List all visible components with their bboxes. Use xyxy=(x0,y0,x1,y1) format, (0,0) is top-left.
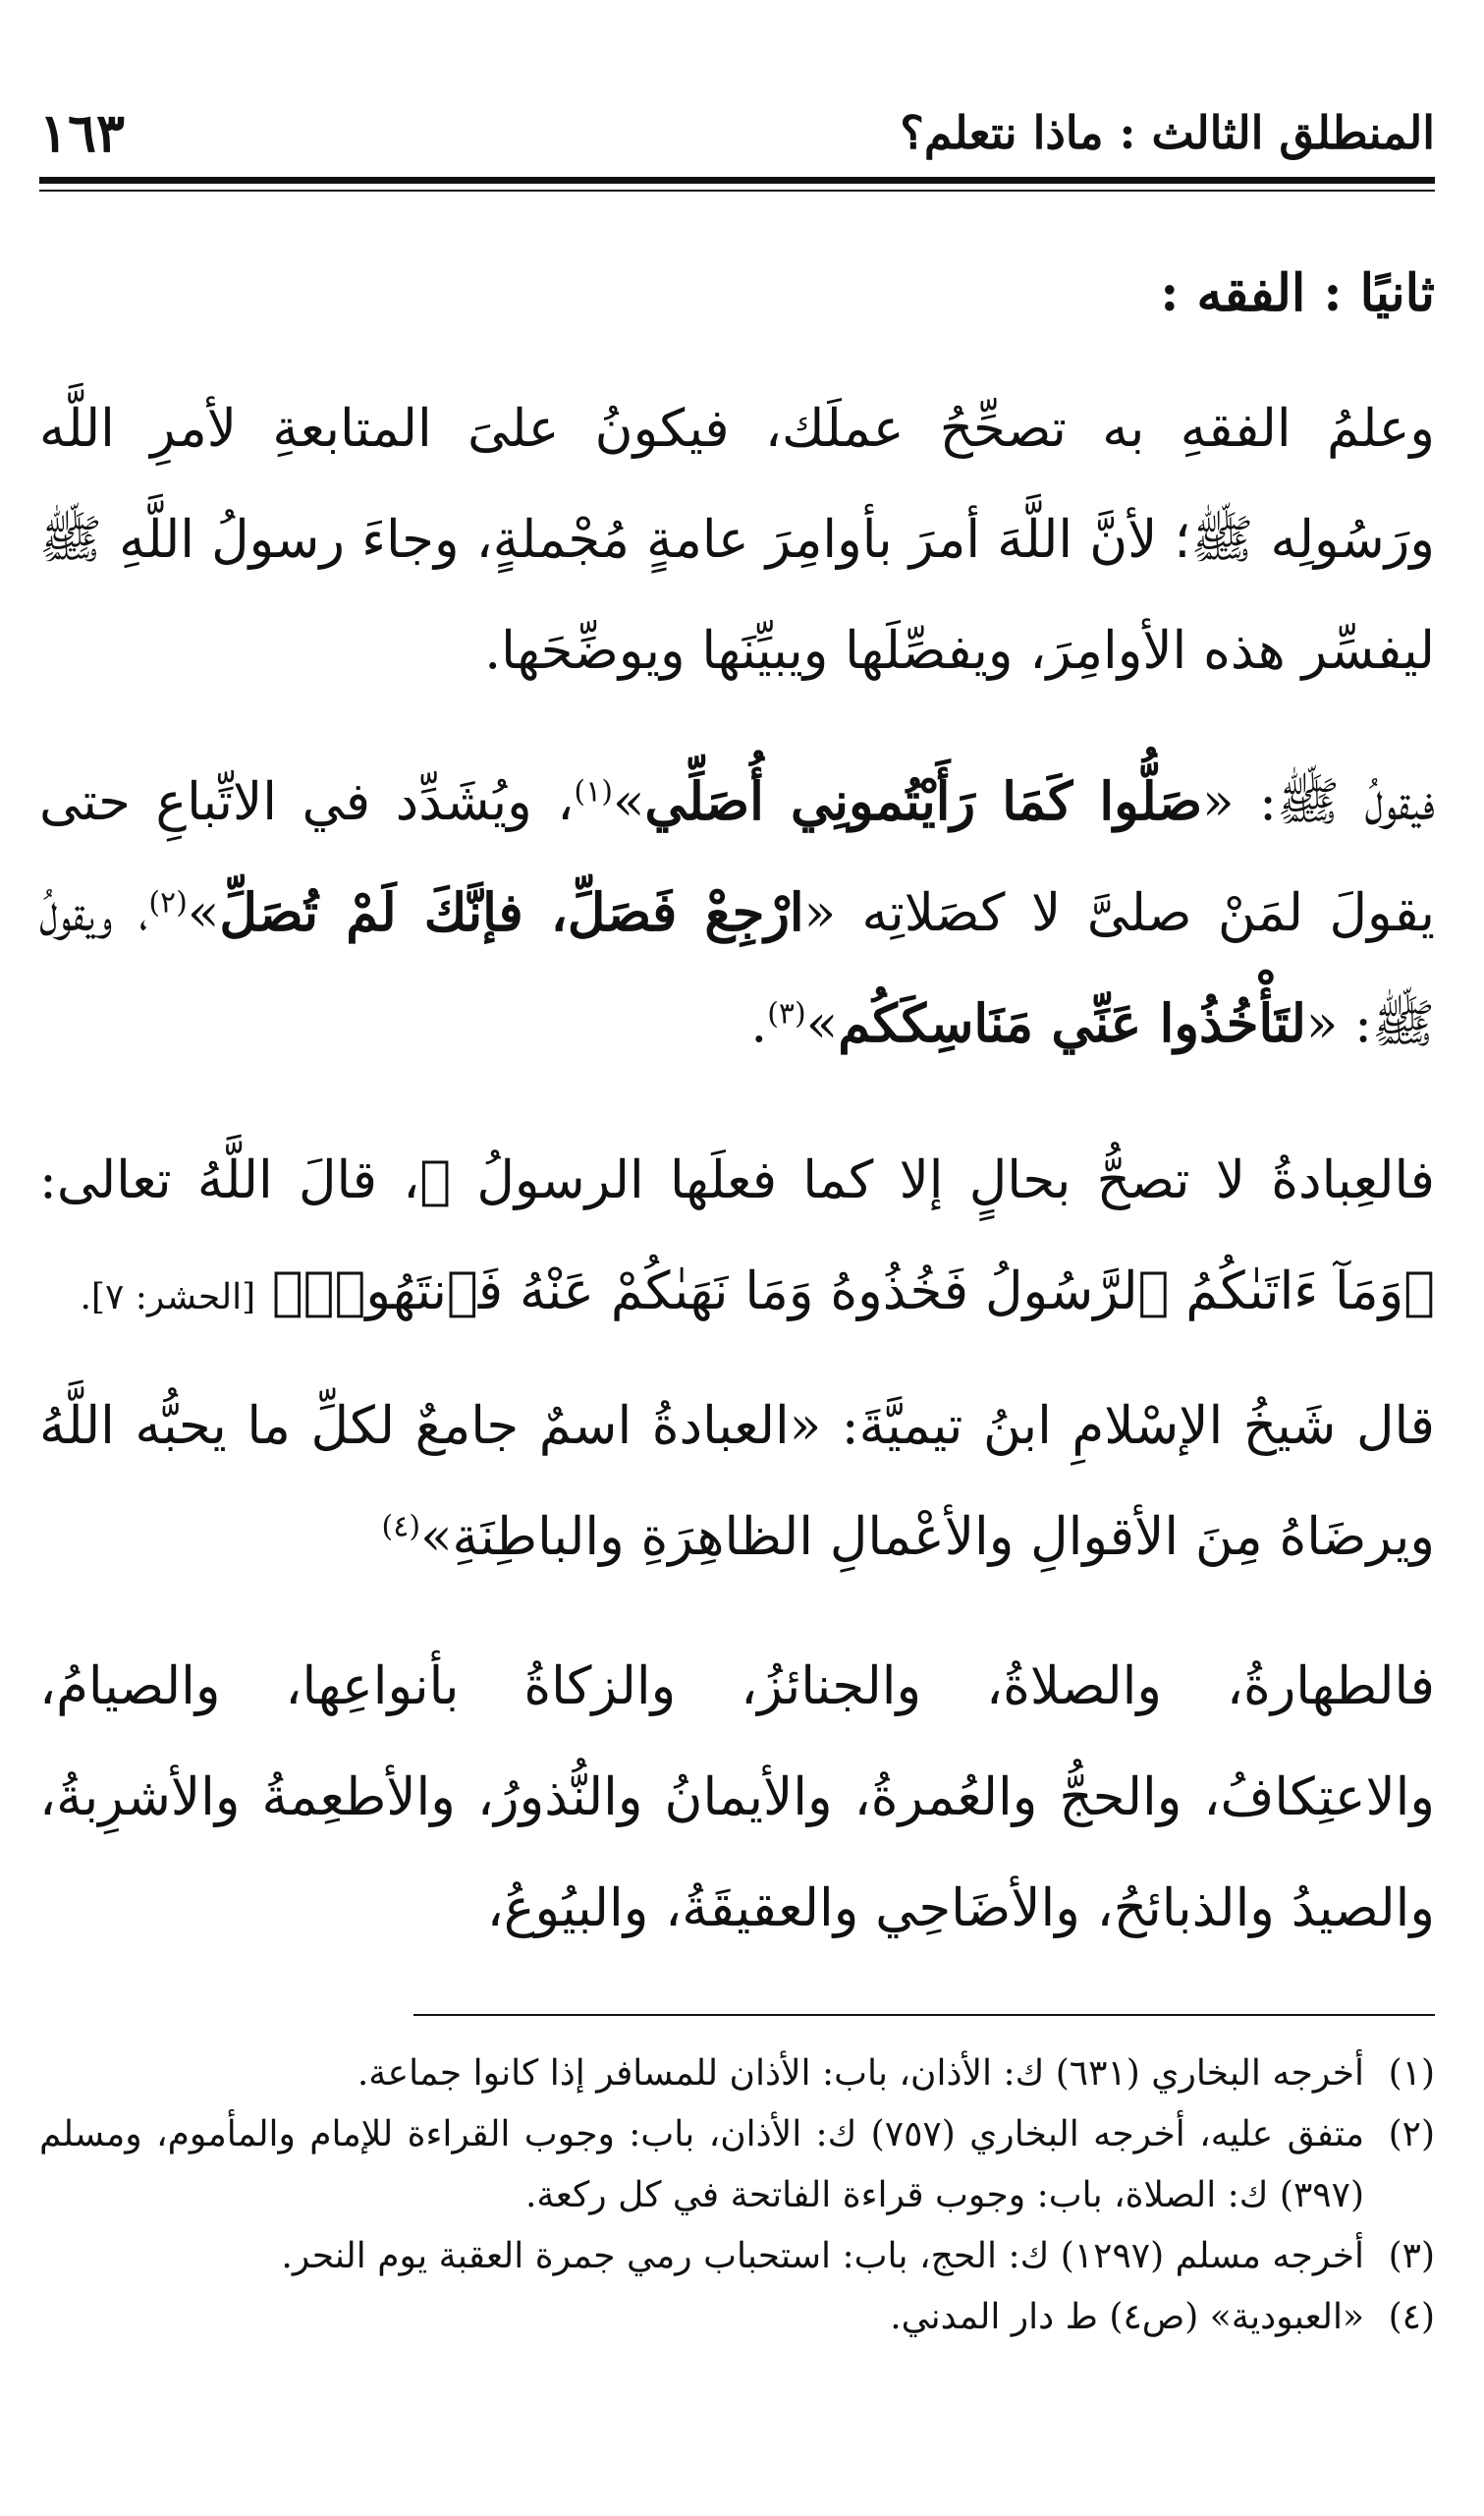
footnote-ref[interactable]: (١) xyxy=(574,774,613,810)
text-run: ، ويقولُ ﷺ: « xyxy=(39,883,1435,1054)
page-number: ١٦٣ xyxy=(39,101,126,164)
quran-verse: ﴿وَمَآ ءَاتَىٰكُمُ ٱلرَّسُولُ فَخُذُوهُ وَمَا نَهَىٰكُمْ عَنْهُ فَٱنتَهُوا۟﴾ xyxy=(271,1261,1435,1321)
header-rule-thin xyxy=(39,190,1435,192)
footnote xyxy=(39,2043,1435,2104)
text-run: فالعِبادةُ لا تصحُّ بحالٍ إلا كما فعلَها الرسولُ ﷺ، قالَ اللَّهُ تعالى: xyxy=(39,1150,1435,1210)
footnote-text: أخرجه البخاري (٦٣١) ك: الأذان، باب: الأذان للمسافر إذا كانوا جماعة. xyxy=(357,2053,1364,2094)
footnote xyxy=(39,2104,1435,2226)
text-run: » xyxy=(805,994,839,1054)
section-heading: ثانيًا : الفقه : xyxy=(1160,263,1435,323)
footnote-ref[interactable]: (٤) xyxy=(381,1509,421,1544)
footnote-rule xyxy=(413,2014,1435,2016)
footnote-ref[interactable]: (٣) xyxy=(767,996,806,1032)
hadith-quote: لتَأْخُذُوا عَنِّي مَنَاسِكَكُم xyxy=(838,993,1306,1054)
footnote-number: (١) xyxy=(1388,2053,1435,2094)
footnote-number: (٣) xyxy=(1388,2236,1435,2276)
text-run: » xyxy=(187,883,220,943)
paragraph-quran-verse xyxy=(39,1125,1435,1353)
hadith-quote: صَلُّوا كَمَا رَأَيْتُمونِي أُصَلِّي xyxy=(644,771,1203,832)
text-run: قال شَيخُ الإسْلامِ ابنُ تيميَّةَ: «العبادةُ اسمٌ جامعٌ لكلِّ ما يحبُّه اللَّهُ ويرضَاهُ مِنَ الأقوالِ والأعْمالِ الظاهِرَةِ والباطِنَةِ» xyxy=(39,1396,1435,1567)
paragraph-hadith-quotes xyxy=(39,747,1435,1080)
quran-reference: [الحشر: ٧]. xyxy=(80,1277,256,1317)
footnote-text: «العبودية» (ص٤) ط دار المدني. xyxy=(890,2297,1364,2337)
footnote-number: (٤) xyxy=(1388,2297,1435,2337)
header-rule-thick xyxy=(39,177,1435,184)
running-header-title: المنطلق الثالث : ماذا نتعلم؟ xyxy=(900,106,1435,159)
text-run: . xyxy=(750,994,768,1054)
paragraph-fiqh-topics: فالطهارةُ، والصلاةُ، والجنائزُ، والزكاةُ بأنواعِها، والصيامُ، والاعتِكافُ، والحجُّ والعُمرةُ، والأيمانُ والنُّذورُ، والأطعِمةُ والأشرِبةُ، والصيدُ والذبائحُ، والأضَاحِي والعقيقَةُ، والبيُوعُ، xyxy=(39,1656,1435,1938)
paragraph-fiqh-intro: وعلمُ الفقهِ به تصحِّحُ عملَك، فيكونُ علىَ المتابعةِ لأمرِ اللَّه ورَسُولِه ﷺ؛ لأنَّ اللَّهَ أمرَ بأوامِرَ عامةٍ مُجْملةٍ، وجاءَ رسولُ اللَّهِ ﷺ ليفسِّر هذه الأوامِرَ، ويفصِّلَها ويبيِّنَها ويوضِّحَها. xyxy=(39,399,1435,681)
footnote-ref[interactable]: (٢) xyxy=(148,885,188,921)
footnote-text: أخرجه مسلم (١٢٩٧) ك: الحج، باب: استحباب رمي جمرة العقبة يوم النحر. xyxy=(281,2236,1364,2276)
text-run: » xyxy=(612,772,645,832)
footnote xyxy=(39,2287,1435,2348)
paragraph-ibn-taymiyyah xyxy=(39,1370,1435,1593)
footnotes xyxy=(39,2043,1435,2348)
footnote-text: متفق عليه، أخرجه البخاري (٧٥٧) ك: الأذان، باب: وجوب القراءة للإمام والمأموم، ومسلم (٣٩٧) ك: الصلاة، باب: وجوب قراءة الفاتحة في كل ركعة. xyxy=(39,2114,1364,2215)
running-header xyxy=(39,93,1435,172)
text-run: فيقولُ ﷺ: « xyxy=(1202,772,1436,832)
footnote xyxy=(39,2226,1435,2287)
hadith-quote: ارْجِعْ فَصَلِّ، فإنَّكَ لَمْ تُصَلِّ xyxy=(219,882,804,943)
text-run: ، ويُشَدِّد في الاتِّباعِ حتى يقولَ لمَنْ صلىَّ لا كصَلاتِه « xyxy=(39,772,1435,943)
footnote-number: (٢) xyxy=(1388,2114,1435,2154)
